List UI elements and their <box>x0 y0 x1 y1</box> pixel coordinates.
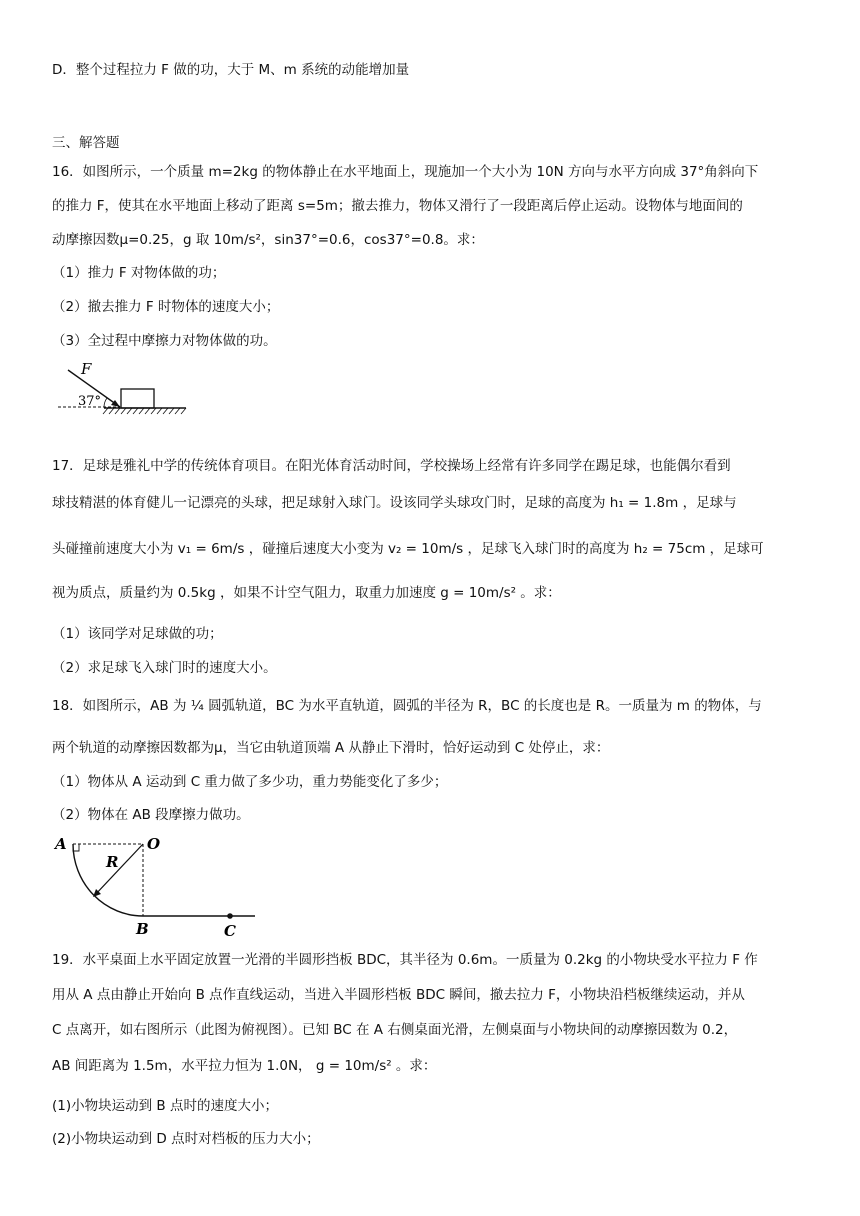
q18-line-1: 18．如图所示，AB 为 ¼ 圆弧轨道，BC 为水平直轨道，圆弧的半径为 R，BC 的长度也是 R。一质量为 m 的物体，与 <box>52 698 762 714</box>
q19-line-2: 用从 A 点由静止开始向 B 点作直线运动，当进入半圆形档板 BDC 瞬间，撤去拉力 F，小物块沿档板继续运动，并从 <box>52 987 745 1003</box>
q16-line-3: 动摩擦因数μ=0.25，g 取 10m/s²，sin37°=0.6，cos37°=0.8。求： <box>52 232 484 248</box>
q18-sub-1: （1）物体从 A 运动到 C 重力做了多少功，重力势能变化了多少； <box>52 774 448 790</box>
label-a: A <box>55 835 67 853</box>
q17-sub-1: （1）该同学对足球做的功； <box>52 626 223 642</box>
q16-sub-2: （2）撤去推力 F 时物体的速度大小； <box>52 299 280 315</box>
q17-line-2: 球技精湛的体育健儿一记漂亮的头球，把足球射入球门。设该同学头球攻门时，足球的高度为 h₁ = 1.8m ，足球与 <box>52 495 737 511</box>
q19-line-1: 19．水平桌面上水平固定放置一光滑的半圆形挡板 BDC，其半径为 0.6m。一质量为 0.2kg 的小物块受水平拉力 F 作 <box>52 952 758 968</box>
q17-line-1: 17．足球是雅礼中学的传统体育项目。在阳光体育活动时间，学校操场上经常有许多同学在踢足球，也能偶尔看到 <box>52 458 731 474</box>
q19-line-3: C 点离开，如右图所示（此图为俯视图）。已知 BC 在 A 右侧桌面光滑，左侧桌面与小物块间的动摩擦因数为 0.2， <box>52 1022 738 1038</box>
label-o: O <box>147 835 161 853</box>
q16-line-1: 16．如图所示，一个质量 m=2kg 的物体静止在水平地面上，现施加一个大小为 10N 方向与水平方向成 37°角斜向下 <box>52 164 759 180</box>
angle-arc <box>104 398 107 407</box>
label-r: R <box>106 853 119 871</box>
section-title: 三、解答题 <box>52 135 120 151</box>
q17-line-3: 头碰撞前速度大小为 v₁ = 6m/s ，碰撞后速度大小变为 v₂ = 10m/s ，足球飞入球门时的高度为 h₂ = 75cm ，足球可 <box>52 541 764 557</box>
q17-sub-2: （2）求足球飞入球门时的速度大小。 <box>52 660 277 676</box>
q16-force-diagram <box>56 360 196 416</box>
q16-sub-1: （1）推力 F 对物体做的功； <box>52 265 226 281</box>
q18-track-diagram <box>50 832 265 942</box>
label-angle: 37° <box>78 394 102 409</box>
block <box>121 389 154 408</box>
q16-sub-3: （3）全过程中摩擦力对物体做的功。 <box>52 333 277 349</box>
point-c <box>227 913 233 919</box>
q19-sub-2: (2)小物块运动到 D 点时对档板的压力大小； <box>52 1131 320 1147</box>
ground-hatching <box>103 408 186 414</box>
option-d: D．整个过程拉力 F 做的功，大于 M、m 系统的动能增加量 <box>52 62 410 78</box>
label-b: B <box>136 920 149 938</box>
q19-line-4: AB 间距离为 1.5m，水平拉力恒为 1.0N， g = 10m/s² 。求： <box>52 1058 437 1074</box>
q18-sub-2: （2）物体在 AB 段摩擦力做功。 <box>52 807 250 823</box>
q17-line-4: 视为质点，质量约为 0.5kg ，如果不计空气阻力，取重力加速度 g = 10m/s² 。求： <box>52 585 561 601</box>
radius-arrow-line <box>94 844 143 896</box>
q16-line-2: 的推力 F，使其在水平地面上移动了距离 s=5m；撤去推力，物体又滑行了一段距离后停止运动。设物体与地面间的 <box>52 198 743 214</box>
label-c: C <box>224 922 236 940</box>
label-f: F <box>81 360 92 378</box>
q18-line-2: 两个轨道的动摩擦因数都为μ，当它由轨道顶端 A 从静止下滑时，恰好运动到 C 处停止，求： <box>52 740 610 756</box>
q19-sub-1: (1)小物块运动到 B 点时的速度大小； <box>52 1098 278 1114</box>
